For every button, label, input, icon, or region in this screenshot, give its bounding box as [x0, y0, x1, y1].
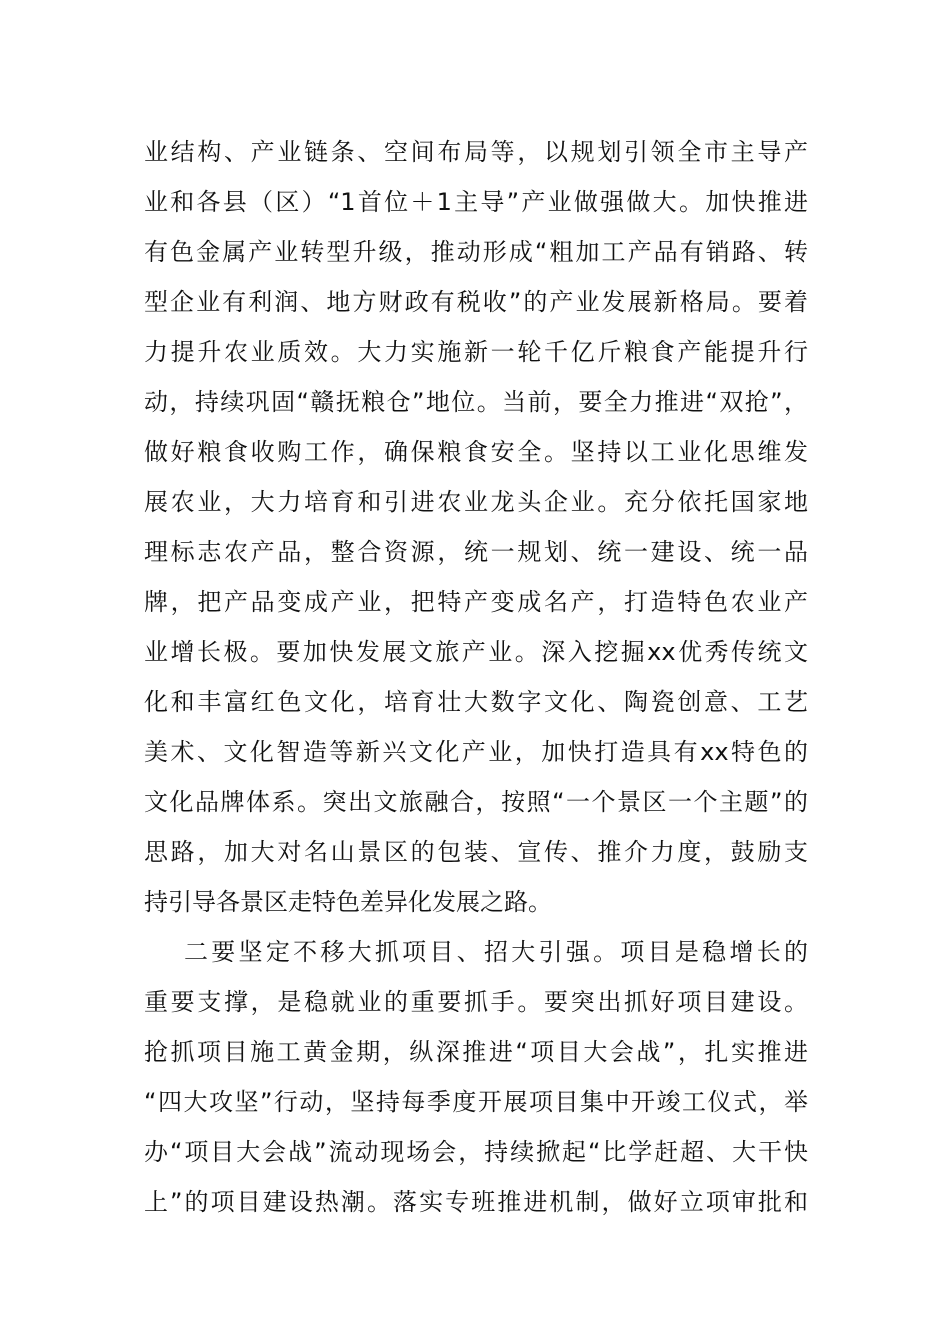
text-line: 持引导各景区走特色差异化发展之路。 [144, 888, 552, 916]
text-line: 上”的项目建设热潮。落实专班推进机制，做好立项审批和 [144, 1188, 808, 1216]
text-line: 牌，把产品变成产业，把特产变成名产，打造特色农业产 [144, 588, 808, 616]
text-line: 型企业有利润、地方财政有税收”的产业发展新格局。要着 [144, 288, 808, 316]
paragraph [144, 927, 808, 1227]
text-line: 理标志农产品，整合资源，统一规划、统一建设、统一品 [144, 538, 808, 566]
text-line: 重要支撑，是稳就业的重要抓手。要突出抓好项目建设。 [144, 988, 808, 1016]
text-line: 业结构、产业链条、空间布局等，以规划引领全市主导产 [144, 138, 808, 166]
text-line: 化和丰富红色文化，培育壮大数字文化、陶瓷创意、工艺 [144, 688, 808, 716]
text-line: 办“项目大会战”流动现场会，持续掀起“比学赶超、大干快 [144, 1138, 808, 1166]
text-line: 业增长极。要加快发展文旅产业。深入挖掘xx优秀传统文 [144, 638, 808, 666]
text-line: 美术、文化智造等新兴文化产业，加快打造具有xx特色的 [144, 738, 808, 766]
text-line: 做好粮食收购工作，确保粮食安全。坚持以工业化思维发 [144, 438, 808, 466]
paragraph [144, 127, 808, 927]
text-line: 文化品牌体系。突出文旅融合，按照“一个景区一个主题”的 [144, 788, 808, 816]
text-line: 二要坚定不移大抓项目、招大引强。项目是稳增长的 [184, 938, 808, 966]
text-line: 有色金属产业转型升级，推动形成“粗加工产品有销路、转 [144, 238, 808, 266]
document-body [144, 127, 808, 1227]
text-line: “四大攻坚”行动，坚持每季度开展项目集中开竣工仪式，举 [144, 1088, 808, 1116]
text-line: 展农业，大力培育和引进农业龙头企业。充分依托国家地 [144, 488, 808, 516]
text-line: 业和各县（区）“1首位＋1主导”产业做强做大。加快推进 [144, 188, 808, 216]
text-line: 力提升农业质效。大力实施新一轮千亿斤粮食产能提升行 [144, 338, 808, 366]
text-line: 思路，加大对名山景区的包装、宣传、推介力度，鼓励支 [144, 838, 808, 866]
text-line: 抢抓项目施工黄金期，纵深推进“项目大会战”，扎实推进 [144, 1038, 808, 1066]
text-line: 动，持续巩固“赣抚粮仓”地位。当前，要全力推进“双抢”， [144, 388, 808, 416]
